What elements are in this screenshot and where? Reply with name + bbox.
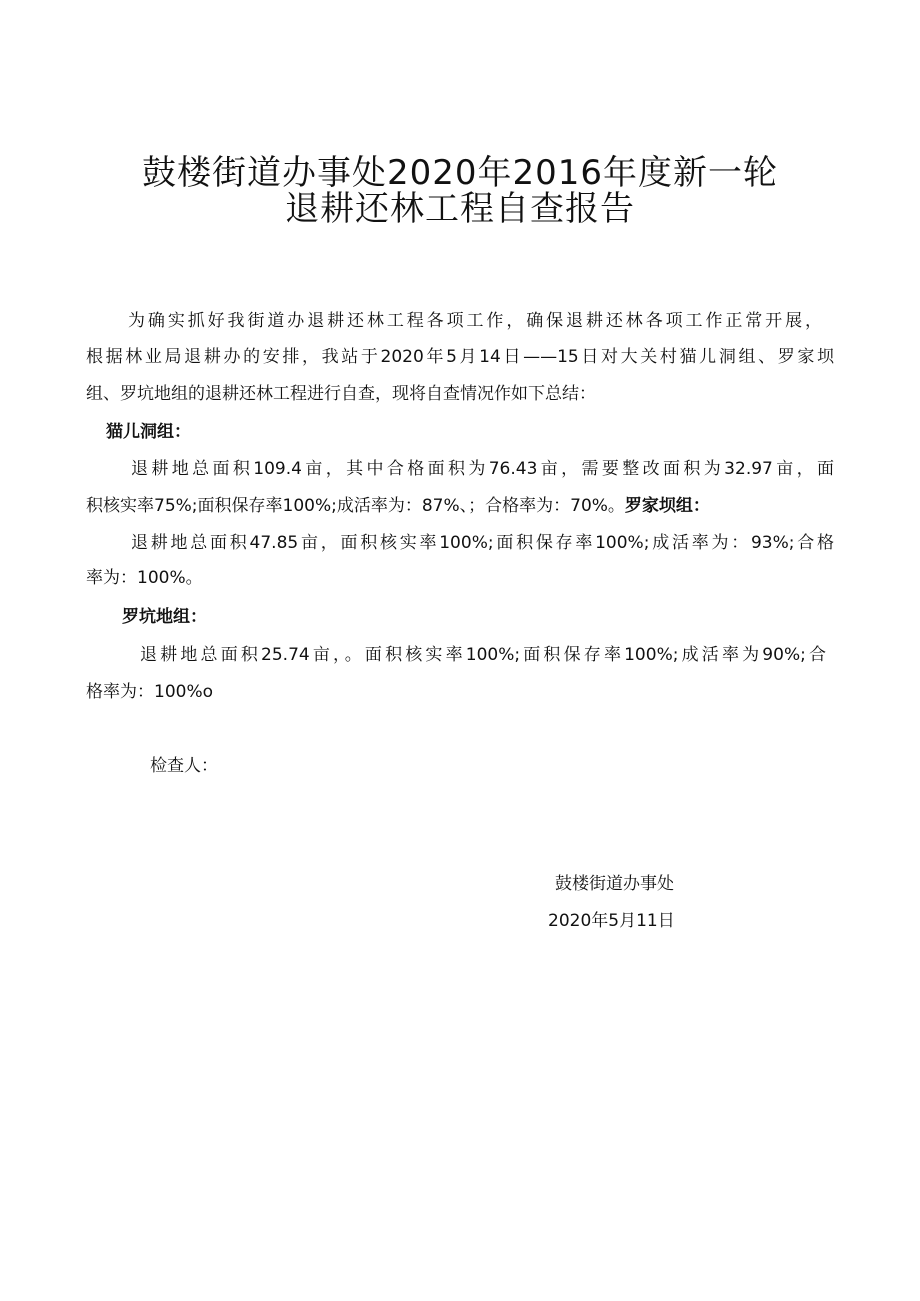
report-title-line1: 鼓楼街道办事处2020年2016年度新一轮: [141, 153, 779, 193]
group-luokengdi-line1: 退耕地总面积25.74亩，。面积核实率100%;面积保存率100%;成活率为90%;合: [140, 645, 826, 665]
group-heading-luokengdi: 罗坑地组：: [122, 607, 207, 627]
intro-paragraph-line2: 根据林业局退耕办的安排，我站于2020年5月14日——15日对大关村猫儿洞组、罗家坝: [86, 347, 834, 367]
group-maoerdong-line2-text: 积核实率75%;面积保存率100%;成活率为：87%、；合格率为：70%。: [86, 496, 625, 516]
group-luojiaba-line1: 退耕地总面积47.85亩，面积核实率100%;面积保存率100%;成活率为：93%;合格: [131, 533, 834, 553]
report-title-line2: 退耕还林工程自查报告: [285, 189, 635, 229]
group-luokengdi-line2: 格率为：100%o: [86, 682, 214, 702]
group-heading-maoerdong: 猫儿洞组：: [106, 422, 191, 442]
signature-date: 2020年5月11日: [548, 911, 675, 931]
inspector-label: 检查人：: [150, 756, 218, 776]
group-luojiaba-line2: 率为：100%。: [86, 568, 203, 588]
group-maoerdong-line1: 退耕地总面积109.4亩，其中合格面积为76.43亩，需要整改面积为32.97亩，面: [131, 459, 834, 479]
intro-paragraph-line3: 组、罗坑地组的退耕还林工程进行自查，现将自查情况作如下总结：: [86, 384, 596, 404]
group-maoerdong-line2: [86, 494, 710, 518]
signature-organization: 鼓楼街道办事处: [555, 874, 674, 894]
intro-paragraph-line1: 为确实抓好我街道办退耕还林工程各项工作，确保退耕还林各项工作正常开展，: [128, 311, 822, 331]
group-heading-luojiaba: 罗家坝组：: [624, 496, 710, 516]
